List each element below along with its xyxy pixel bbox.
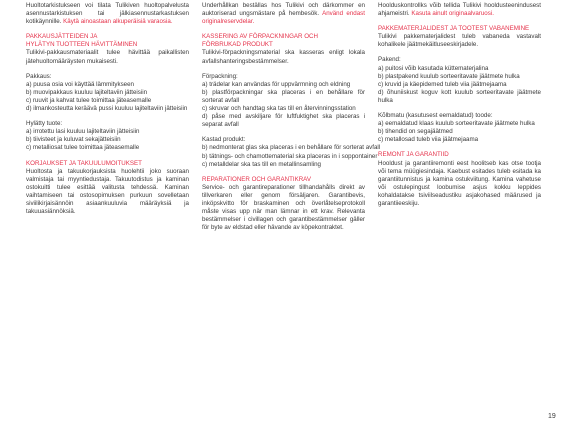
packing-list	[378, 56, 541, 105]
packing-title: Pakend:	[378, 56, 401, 64]
page-number: 19	[548, 413, 556, 420]
column-finnish	[26, 2, 189, 223]
discard-title: Kõlbmatu (kasutusest eemaldatud) toode:	[378, 112, 493, 120]
intro-paragraph	[378, 2, 541, 18]
list-item: a) puitosi võib kasutada küttematerjalina	[378, 64, 489, 72]
intro-block	[378, 2, 541, 18]
list-item: b) tiivisteet ja kuluvat sekajätteisiin	[26, 136, 121, 144]
repairs-heading: REMONT JA GARANTIID	[378, 151, 449, 159]
intro-paragraph	[26, 2, 189, 26]
disposal-heading-line-1: KASSERING AV FÖRPACKNINGAR OCH	[202, 33, 318, 41]
list-item: a) eemaldatud klaas kuulub sorteeritavate jäätmete hulka	[378, 120, 535, 128]
disposal-section	[378, 25, 541, 49]
list-item: d) õhuniiskust koguv kott kuulub sorteeritavate jäätmete hulka	[378, 88, 541, 104]
repairs-section	[26, 160, 189, 217]
intro-block	[202, 2, 365, 26]
disposal-paragraph: Tulikivi-pakkausmateriaalit tulee hävittää paikallisten jätehuoltomääräysten mukaisesti.	[26, 49, 189, 65]
packing-title: Förpackning:	[202, 72, 238, 80]
disposal-paragraph: Tulikivi-förpackningsmaterial ska kasseras enligt lokala avfallshanteringsbestämmelser.	[202, 49, 365, 65]
list-item: c) metalliosat tulee toimittaa jäteasemalle	[26, 144, 140, 152]
list-item: c) skruvar och handtag ska tas till en återvinningsstation	[202, 105, 356, 113]
disposal-section	[202, 33, 365, 65]
list-item: c) metallosad tuleb viia jäätmejaama	[378, 136, 479, 144]
repairs-paragraph: Service- och garantireparationer tillhandahålls direkt av tillverkaren eller genom försäljaren. Garantibevis, inköpskvitto för braskaminen och överlåtelseprotokoll måste visas upp när man lämnar in ett krav. Relevanta bestämmelser i civillagen och garantibestämmelser gäller för byte av eldstad eller hävande av köpekontraktet.	[202, 183, 365, 232]
intro-text: Hoolduskontrollks võib tellida Tulikivi hooldusteenindusest ahjameistri.	[378, 2, 541, 18]
list-item: c) metalldelar ska tas till en metallinsamling	[202, 160, 321, 168]
intro-block	[26, 2, 189, 26]
intro-text: Huoltotarkistukseen voi tilata Tulikiven huoltopalvelusta asennustarkistuksen tai jälkiasennustarkastuksen kotikäynnille.	[26, 2, 189, 26]
list-item: a) irrotettu lasi kuuluu lajiteltaviin jätteisiin	[26, 128, 140, 136]
disposal-heading: PAKKEMATERJALIDEST JA TOOTEST VABANEMINE	[378, 25, 530, 33]
list-item: b) muovipakkaus kuuluu lajiteltaviin jätteisiin	[26, 88, 148, 96]
discard-list	[26, 120, 189, 152]
list-item: b) tätnings- och chamottematerial ska placeras in i soppontainer	[202, 152, 378, 160]
intro-accent-text: Käytä ainoastaan alkuperäisiä varaosia.	[63, 18, 173, 26]
list-item: d) påse med avskiljare för luftfuktighet ska placeras i separat avfall	[202, 113, 365, 129]
repairs-heading: KORJAUKSET JA TAKUULUMOITUKSET	[26, 159, 142, 167]
list-item: d) ilmankosteutta keräävä pussi kuuluu lajiteltaviin jätteisiin	[26, 105, 188, 113]
discard-list	[378, 112, 541, 144]
repairs-paragraph: Huoltosta ja takuukorjauksista huolehtii joko suoraan valmistaja tai myyntiedustaja. Takuutodistus ja kaminan ostokuitti tulee esittää valitusta tehdessä. Kaminan vaihtamiseen tai ostosopimuksen purkuun sovelletaan siviilikirjaisännöin asiaankuuluvia määräyksiä ja takuuasiännöksiä.	[26, 167, 189, 216]
disposal-paragraph: Tulikivi pakkematerjalidest tuleb vabaneda vastavalt kohalikele jäätmekäitluseeskirjadele.	[378, 33, 541, 49]
list-item: c) kruvid ja käepidemed tuleb viia jäätmejaama	[378, 80, 507, 88]
intro-accent-text: Använd endast originalreservdelar.	[202, 10, 365, 26]
repairs-heading: REPARATIONER OCH GARANTIKRAV	[202, 175, 311, 183]
list-item: b) nedmonterat glas ska placeras i en behållare för sorterat avfall	[202, 144, 381, 152]
disposal-heading-line-1: PAKKAUSJÄTTEIDEN JA	[26, 33, 98, 41]
list-item: a) puusa osia voi käyttää lämmitykseen	[26, 80, 134, 88]
list-item: b) tihendid on segajäätmed	[378, 128, 453, 136]
repairs-section	[202, 176, 365, 233]
list-item: c) ruuvit ja kahvat tulee toimittaa jäteasemalle	[26, 96, 152, 104]
discard-title: Hylätty tuote:	[26, 120, 63, 128]
intro-paragraph	[202, 2, 365, 26]
packing-list	[202, 73, 365, 130]
disposal-heading-line-2: FÖRBRUKAD PRODUKT	[202, 41, 273, 49]
list-item: b) plastpakend kuulub sorteeritavate jäätmete hulka	[378, 72, 520, 80]
column-swedish	[202, 2, 381, 239]
intro-accent-text: Kasuta ainult originaalvaruosi.	[411, 10, 494, 18]
packing-list	[26, 73, 189, 113]
packing-title: Pakkaus:	[26, 72, 52, 80]
list-item: a) trädelar kan användas för uppvärmning och eldning	[202, 80, 351, 88]
intro-text: Underhållkan beställas hos Tulikivi och därkommer en auktoriserad ungsmästare på hembesök.	[202, 2, 365, 18]
discard-title: Kastad produkt:	[202, 136, 246, 144]
list-item: b) plastförpackningar ska placeras i en behållare för sorterat avfall	[202, 88, 365, 104]
column-estonian	[378, 2, 541, 215]
repairs-paragraph: Hooldust ja garantiiremonti eest hoolitseb kas otse tootja või tema müügiesindaja. Kaebust esitades tuleb esitada ka garantiitunnistus ja kamina ostukviitung. Kamina vahetuse või ostulepingust loobumise asjus kokku leppides kohaldatakse tsiviilseadustiku asjakohased määrused ja garantiieeskiju.	[378, 159, 541, 207]
repairs-section	[378, 151, 541, 208]
disposal-heading-line-2: HYLÄTYN TUOTTEEN HÄVITTÄMINEN	[26, 41, 138, 49]
discard-list	[202, 136, 381, 168]
disposal-section	[26, 33, 189, 65]
